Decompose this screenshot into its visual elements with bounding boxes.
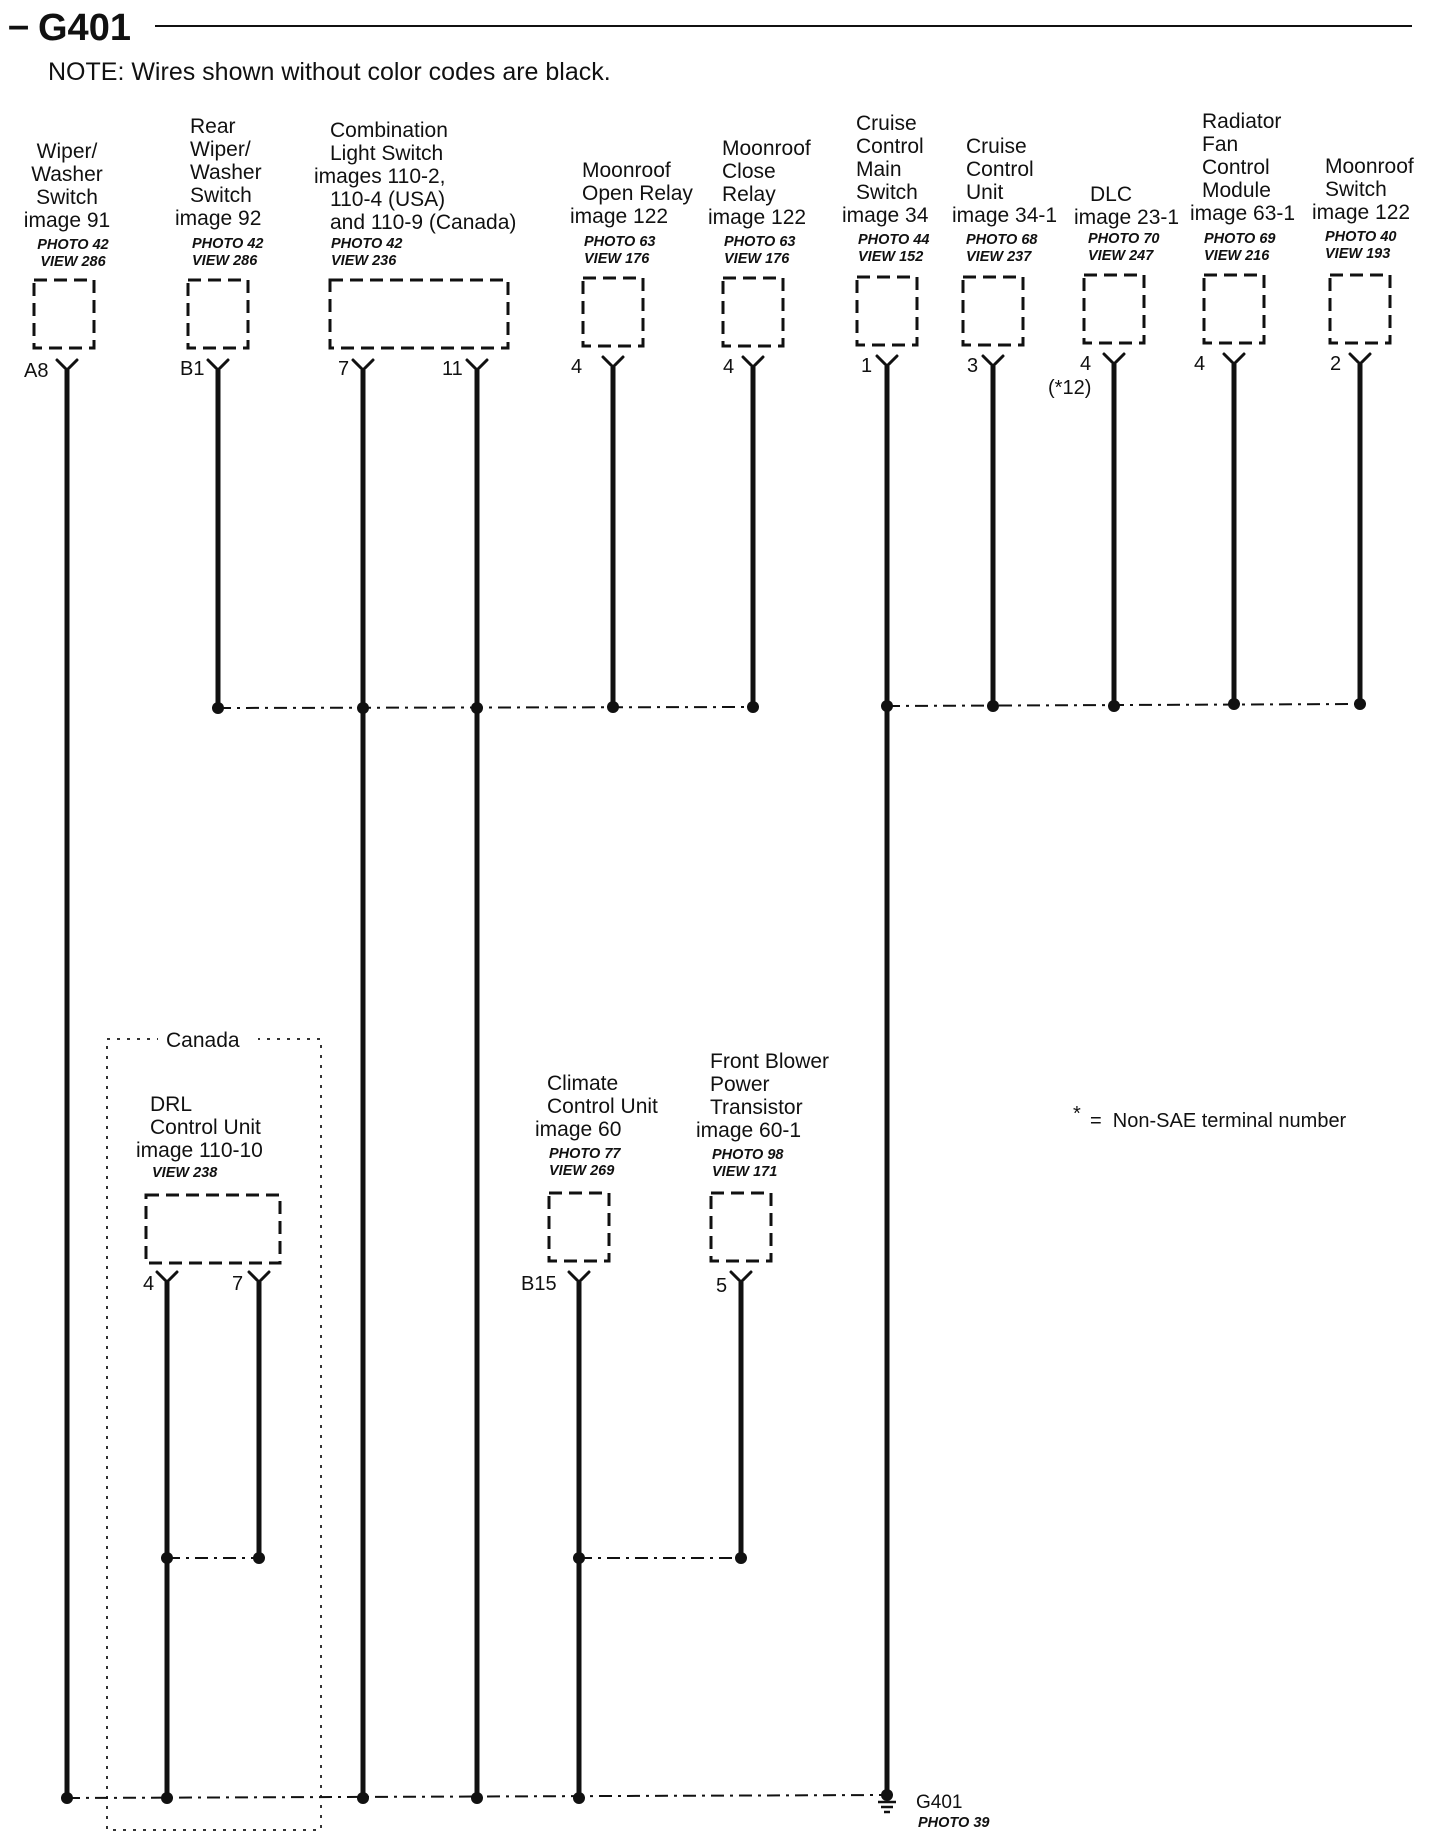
top-pin-labels — [24, 353, 1341, 399]
photo-ref: PHOTO 77 — [549, 1146, 621, 1162]
label-line: Switch — [1325, 178, 1387, 201]
view-ref: VIEW 237 — [966, 249, 1032, 265]
legend-text: = Non-SAE terminal number — [1090, 1110, 1347, 1132]
label-line: Switch — [856, 181, 918, 204]
connector-moonroof-close-relay — [723, 278, 783, 346]
pin-label: 5 — [716, 1275, 728, 1297]
label-line: Transistor — [710, 1096, 803, 1119]
pin-label: B15 — [521, 1273, 557, 1295]
view-ref: VIEW 216 — [1204, 248, 1270, 264]
label-line: Climate — [547, 1072, 619, 1095]
view-ref: VIEW 236 — [331, 253, 397, 269]
label-line: image 34 — [842, 204, 929, 227]
label-radiator-fan-control-module — [1190, 110, 1295, 264]
splice-point — [61, 1792, 73, 1804]
label-line: DLC — [1090, 183, 1133, 206]
label-line: Module — [1202, 179, 1271, 202]
splice-bus-upper-right — [887, 704, 1360, 706]
splice-point — [471, 702, 483, 714]
label-line: image 122 — [570, 205, 669, 228]
label-line: Main — [856, 158, 902, 181]
splice-point — [212, 702, 224, 714]
view-ref: VIEW 193 — [1325, 246, 1391, 262]
splice-point — [573, 1552, 585, 1564]
ground-photo-ref: PHOTO 39 — [918, 1815, 990, 1831]
pin-label: 4 — [1080, 353, 1092, 375]
canada-label: Canada — [166, 1029, 240, 1052]
photo-ref: PHOTO 40 — [1325, 229, 1397, 245]
label-line: Control — [1202, 156, 1270, 179]
bottom-pin-labels — [143, 1273, 727, 1297]
label-line: Fan — [1202, 133, 1239, 156]
label-line: Control Unit — [150, 1116, 261, 1139]
pin-label: 11 — [442, 358, 463, 380]
pin-label: 7 — [232, 1273, 244, 1295]
label-line: Power — [710, 1073, 770, 1096]
connector-wiper-washer-switch — [34, 280, 94, 348]
splice-point — [607, 701, 619, 713]
label-line: image 60-1 — [696, 1119, 802, 1142]
label-line: image 63-1 — [1190, 202, 1296, 225]
label-line: Radiator — [1202, 110, 1282, 133]
splice-point — [357, 702, 369, 714]
photo-ref: PHOTO 44 — [858, 232, 930, 248]
splice-point — [987, 700, 999, 712]
view-ref: VIEW 176 — [584, 251, 650, 267]
connector-moonroof-switch — [1330, 275, 1390, 343]
connector-combination-light-switch — [330, 280, 508, 348]
label-line: Rear — [190, 115, 236, 138]
label-line: Wiper/ — [36, 140, 98, 163]
label-line: image 91 — [23, 209, 111, 232]
photo-ref: PHOTO 63 — [584, 234, 656, 250]
pin-label: 4 — [143, 1273, 155, 1295]
connector-cruise-control-unit — [963, 277, 1023, 345]
label-line: Washer — [190, 161, 262, 184]
pin-label: B1 — [180, 358, 205, 380]
title-dash: – — [8, 5, 30, 47]
label-line: 110-4 (USA) — [330, 188, 446, 211]
label-line: Control — [966, 158, 1034, 181]
photo-ref: PHOTO 70 — [1088, 231, 1160, 247]
pin-label: 4 — [1194, 353, 1206, 375]
label-line: images 110-2, — [314, 165, 446, 188]
view-ref: VIEW 247 — [1088, 248, 1154, 264]
label-line: Open Relay — [582, 182, 693, 205]
splice-bus-upper-left — [218, 707, 753, 708]
connector-rear-wiper-washer-switch — [188, 280, 248, 348]
view-ref: VIEW 238 — [152, 1165, 218, 1181]
label-moonroof-open-relay — [570, 159, 693, 267]
connector-drl-control-unit — [146, 1195, 280, 1263]
label-dlc — [1074, 183, 1179, 264]
photo-ref: PHOTO 98 — [712, 1147, 784, 1163]
connector-front-blower-power-transistor — [711, 1193, 771, 1261]
label-line: Front Blower — [710, 1050, 830, 1073]
photo-ref: PHOTO 68 — [966, 232, 1038, 248]
label-climate-control-unit — [535, 1072, 658, 1179]
pin-label: 4 — [723, 356, 735, 378]
label-line: Cruise — [856, 112, 917, 135]
label-line: Switch — [36, 186, 98, 209]
label-wiper-washer-switch — [24, 140, 110, 270]
photo-ref: PHOTO 42 — [37, 237, 109, 253]
connector-cruise-control-main-switch — [857, 277, 917, 345]
connector-dlc — [1084, 275, 1144, 343]
legend-star: * — [1073, 1103, 1081, 1125]
label-moonroof-close-relay — [708, 137, 811, 267]
ground-label: G401 — [916, 1792, 963, 1813]
label-front-blower-power-transistor — [696, 1050, 829, 1180]
label-line: Relay — [722, 183, 776, 206]
pin-label: 2 — [1330, 353, 1342, 375]
label-line: Close — [722, 160, 776, 183]
label-line: image 60 — [535, 1118, 622, 1141]
label-cruise-control-main-switch — [842, 112, 929, 265]
label-line: Wiper/ — [190, 138, 251, 161]
label-line: image 34-1 — [952, 204, 1058, 227]
pin-label: 1 — [861, 355, 873, 377]
label-line: Unit — [966, 181, 1004, 204]
splice-point — [747, 701, 759, 713]
label-line: Washer — [31, 163, 103, 186]
label-combination-light-switch — [314, 119, 516, 269]
splice-point — [573, 1792, 585, 1804]
label-line: image 110-10 — [136, 1139, 263, 1162]
label-line: image 92 — [175, 207, 262, 230]
splice-point — [253, 1552, 265, 1564]
view-ref: VIEW 286 — [192, 253, 258, 269]
label-line: image 122 — [1312, 201, 1411, 224]
splice-point — [881, 700, 893, 712]
label-drl-control-unit — [136, 1093, 263, 1181]
splice-point — [471, 1792, 483, 1804]
view-ref: VIEW 286 — [40, 254, 106, 270]
label-line: Moonroof — [722, 137, 811, 160]
pin-note: (*12) — [1048, 377, 1092, 399]
label-line: Light Switch — [330, 142, 444, 165]
splice-point — [1354, 698, 1366, 710]
label-line: and 110-9 (Canada) — [330, 211, 517, 234]
label-line: Combination — [330, 119, 448, 142]
connector-radiator-fan-control-module — [1204, 275, 1264, 343]
label-line: Control — [856, 135, 924, 158]
splice-point — [1108, 700, 1120, 712]
page-title: G401 — [38, 7, 131, 49]
label-rear-wiper-washer-switch — [175, 115, 263, 269]
view-ref: VIEW 176 — [724, 251, 790, 267]
connector-climate-control-unit — [549, 1193, 609, 1261]
label-moonroof-switch — [1312, 155, 1414, 262]
label-line: image 23-1 — [1074, 206, 1180, 229]
pin-label: A8 — [24, 360, 49, 382]
label-cruise-control-unit — [952, 135, 1057, 265]
label-line: image 122 — [708, 206, 807, 229]
ground-icon — [878, 1802, 896, 1812]
label-line: Moonroof — [1325, 155, 1414, 178]
photo-ref: PHOTO 69 — [1204, 231, 1276, 247]
pin-label: 4 — [571, 356, 583, 378]
note-text: NOTE: Wires shown without color codes are black. — [48, 58, 611, 86]
view-ref: VIEW 152 — [858, 249, 924, 265]
splice-point — [161, 1552, 173, 1564]
splice-point — [735, 1552, 747, 1564]
photo-ref: PHOTO 42 — [192, 236, 264, 252]
splice-point — [1228, 698, 1240, 710]
label-line: DRL — [150, 1093, 193, 1116]
label-line: Control Unit — [547, 1095, 658, 1118]
label-line: Switch — [190, 184, 252, 207]
pin-label: 7 — [338, 358, 350, 380]
label-line: Moonroof — [582, 159, 671, 182]
pin-label: 3 — [967, 355, 979, 377]
photo-ref: PHOTO 63 — [724, 234, 796, 250]
splice-point — [161, 1792, 173, 1804]
photo-ref: PHOTO 42 — [331, 236, 403, 252]
view-ref: VIEW 171 — [712, 1164, 778, 1180]
view-ref: VIEW 269 — [549, 1163, 615, 1179]
connector-moonroof-open-relay — [583, 278, 643, 346]
splice-point — [881, 1789, 893, 1801]
label-line: Cruise — [966, 135, 1027, 158]
splice-point — [357, 1792, 369, 1804]
